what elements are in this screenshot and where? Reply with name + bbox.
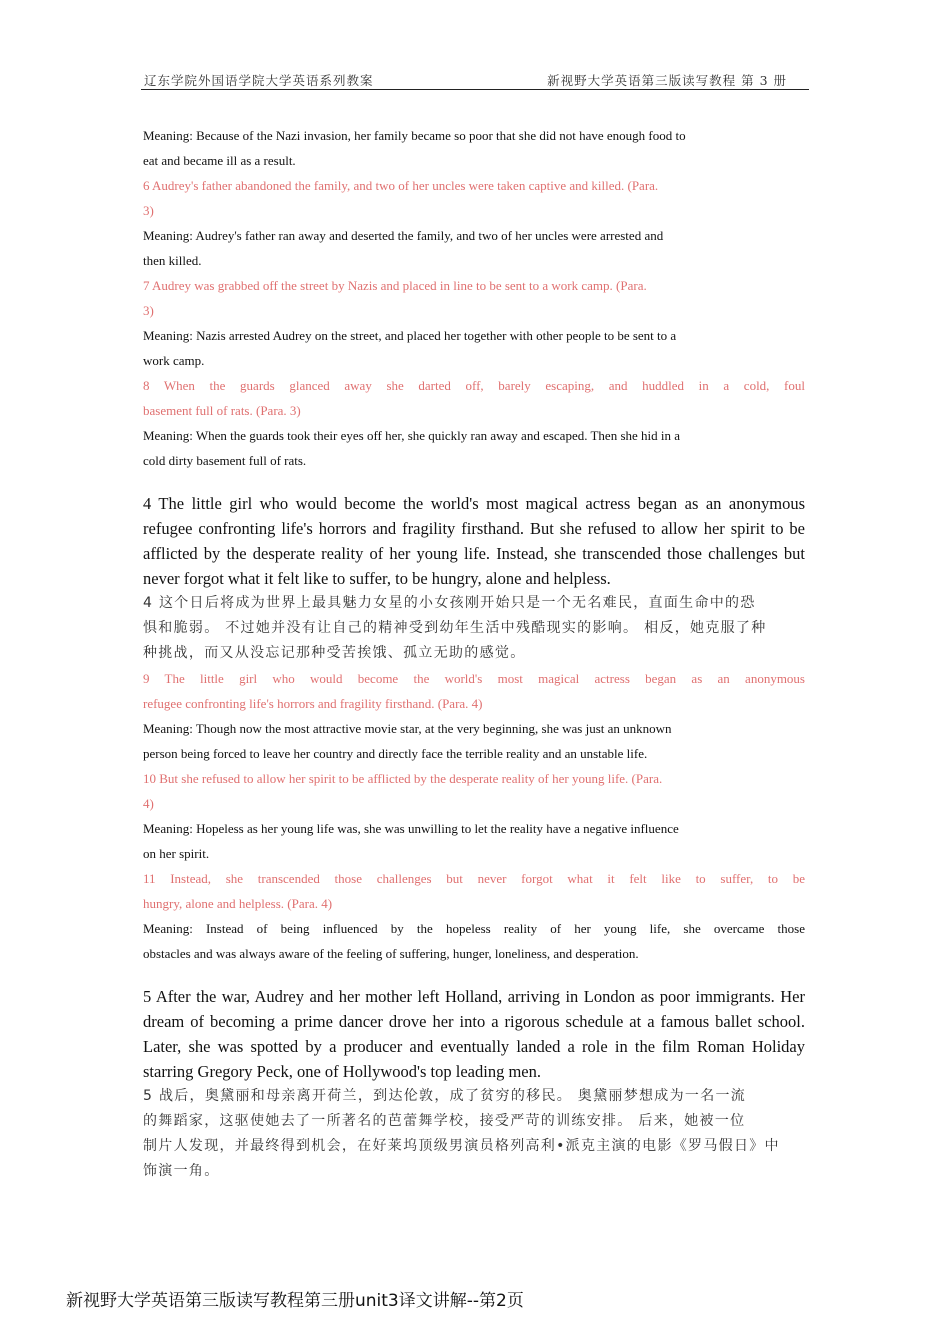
text-line: 8 When the guards glanced away she darted off, barely escaping, and huddled in a cold, foul: [143, 378, 805, 393]
text-line: 6 Audrey's father abandoned the family, and two of her uncles were taken captive and killed. (Para.: [143, 178, 659, 193]
meaning-explanation: [143, 816, 809, 866]
text-line: 7 Audrey was grabbed off the street by Nazis and placed in line to be sent to a work camp. (Para.: [143, 278, 647, 293]
text-line: Meaning: When the guards took their eyes off her, she quickly ran away and escaped. Then she hid in a: [143, 428, 681, 443]
text-line: 9 The little girl who would become the world's most magical actress began as an anonymous: [143, 671, 805, 686]
text-line: 3): [143, 303, 154, 318]
paragraph-5: [143, 984, 809, 1184]
text-line: 饰演一角。: [143, 1163, 220, 1179]
text-line: dream of becoming a prime dancer drove her into a rigorous schedule at a famous ballet school.: [143, 1012, 805, 1031]
text-line: hungry, alone and helpless. (Para. 4): [143, 896, 333, 911]
paragraph-5-english: [143, 984, 809, 1084]
paragraph-5-chinese: [143, 1084, 809, 1184]
text-line: never forgot what it felt like to suffer, to be hungry, alone and helpless.: [143, 569, 611, 588]
paragraph-4: [143, 491, 809, 666]
quoted-sentence: [143, 173, 809, 223]
text-line: work camp.: [143, 353, 205, 368]
quoted-sentence: [143, 273, 809, 323]
meaning-explanation: [143, 123, 809, 173]
text-line: refugee confronting life's horrors and fragility firsthand. (Para. 4): [143, 696, 483, 711]
text-line: 5 After the war, Audrey and her mother left Holland, arriving in London as poor immigrants. Her: [143, 987, 805, 1006]
quoted-sentence: [143, 666, 809, 716]
paragraph-4-chinese: [143, 591, 809, 666]
text-line: 惧和脆弱。 不过她并没有让自己的精神受到幼年生活中残酷现实的影响。 相反，她克服了种: [143, 620, 767, 636]
text-line: refugee confronting life's horrors and fragility firsthand. But she refused to allow her spirit to be: [143, 519, 805, 538]
text-line: 3): [143, 203, 154, 218]
quoted-sentence: [143, 373, 809, 423]
header-right-text: 新视野大学英语第三版读写教程 第 3 册: [547, 73, 787, 88]
text-line: Meaning: Audrey's father ran away and deserted the family, and two of her uncles were arrested and: [143, 228, 664, 243]
text-line: Meaning: Because of the Nazi invasion, her family became so poor that she did not have enough food to: [143, 128, 686, 143]
notes-block-para3: [143, 123, 809, 473]
notes-block-para4: [143, 666, 809, 966]
quoted-sentence: [143, 766, 809, 816]
text-line: eat and became ill as a result.: [143, 153, 296, 168]
text-line: obstacles and was always aware of the feeling of suffering, hunger, loneliness, and desperation.: [143, 946, 639, 961]
text-line: on her spirit.: [143, 846, 210, 861]
meaning-explanation: [143, 223, 809, 273]
text-line: Later, she was spotted by a producer and eventually landed a role in the film Roman Holiday: [143, 1037, 805, 1056]
meaning-explanation: [143, 716, 809, 766]
text-line: starring Gregory Peck, one of Hollywood's top leading men.: [143, 1062, 541, 1081]
text-line: afflicted by the desperate reality of her young life. Instead, she transcended those challenges but: [143, 544, 805, 563]
text-line: person being forced to leave her country and directly face the terrible reality and an unstable life.: [143, 746, 648, 761]
text-line: 4 The little girl who would become the world's most magical actress began as an anonymous: [143, 494, 805, 513]
page-header: [141, 70, 809, 90]
meaning-explanation: [143, 423, 809, 473]
text-line: Meaning: Nazis arrested Audrey on the street, and placed her together with other people to be sent to a: [143, 328, 677, 343]
text-line: Meaning: Hopeless as her young life was, she was unwilling to let the reality have a negative influence: [143, 821, 679, 836]
text-line: 10 But she refused to allow her spirit to be afflicted by the desperate reality of her young life. (Para.: [143, 771, 663, 786]
text-line: 5 战后，奥黛丽和母亲离开荷兰，到达伦敦，成了贫穷的移民。 奥黛丽梦想成为一名一流: [143, 1088, 747, 1104]
quoted-sentence: [143, 866, 809, 916]
page-footer: 新视野大学英语第三版读写教程第三册unit3译文讲解--第2页: [66, 1291, 524, 1311]
page-content: [143, 123, 809, 1184]
meaning-explanation: [143, 916, 809, 966]
text-line: Meaning: Instead of being influenced by the hopeless reality of her young life, she overcame those: [143, 921, 805, 936]
text-line: then killed.: [143, 253, 202, 268]
text-line: Meaning: Though now the most attractive movie star, at the very beginning, she was just an unknown: [143, 721, 672, 736]
text-line: basement full of rats. (Para. 3): [143, 403, 301, 418]
text-line: 4 这个日后将成为世界上最具魅力女星的小女孩刚开始只是一个无名难民，直面生命中的恐: [143, 595, 756, 611]
text-line: 种挑战，而又从没忘记那种受苦挨饿、孤立无助的感觉。: [143, 645, 526, 661]
meaning-explanation: [143, 323, 809, 373]
header-left-text: 辽东学院外国语学院大学英语系列教案: [144, 73, 374, 88]
text-line: cold dirty basement full of rats.: [143, 453, 307, 468]
text-line: 4): [143, 796, 154, 811]
text-line: 制片人发现，并最终得到机会，在好莱坞顶级男演员格列高利•派克主演的电影《罗马假日》中: [143, 1138, 780, 1154]
text-line: 的舞蹈家，这驱使她去了一所著名的芭蕾舞学校，接受严苛的训练安排。 后来，她被一位: [143, 1113, 746, 1129]
paragraph-4-english: [143, 491, 809, 591]
text-line: 11 Instead, she transcended those challenges but never forgot what it felt like to suffer, to be: [143, 871, 805, 886]
